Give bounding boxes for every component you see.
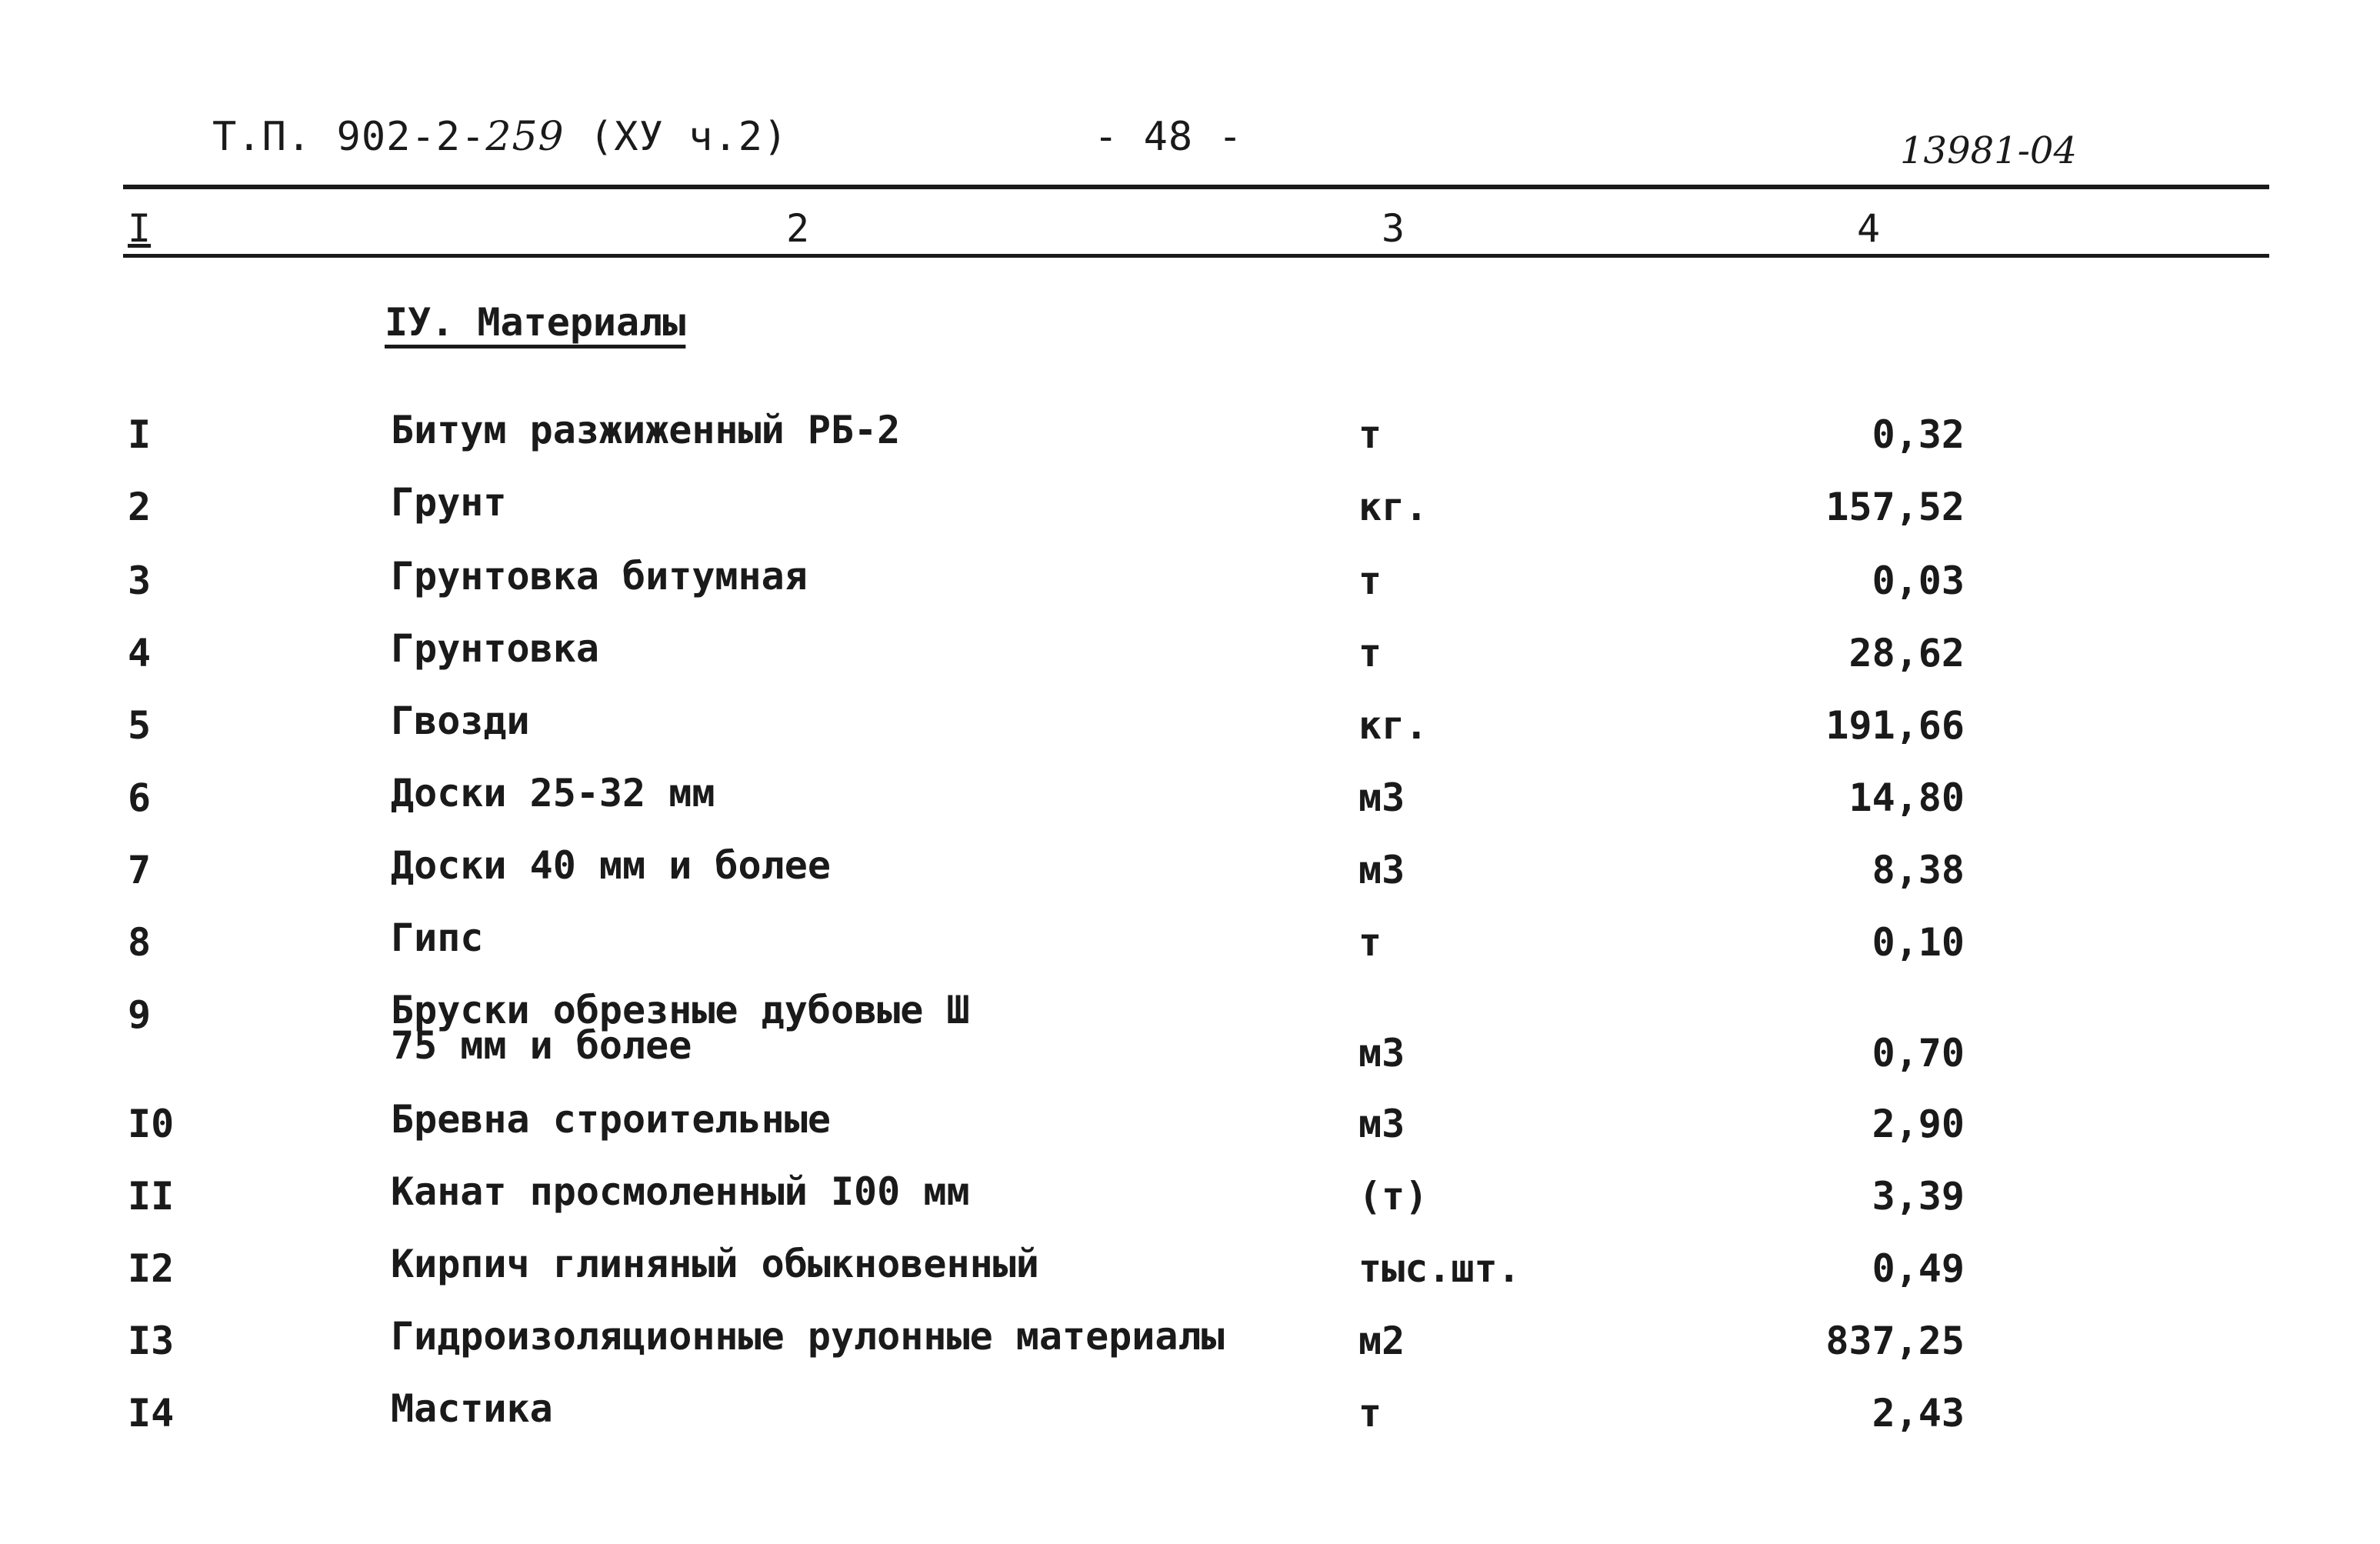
row-material: Гипс — [391, 915, 484, 960]
row-quantity: 191,66 — [1825, 703, 1965, 748]
row-unit: м2 — [1358, 1319, 1405, 1363]
row-quantity: 28,62 — [1848, 631, 1965, 675]
row-material: Грунтовка — [391, 626, 599, 671]
row-number: 3 — [128, 559, 152, 603]
table-row — [0, 1242, 2380, 1319]
row-number: I — [128, 412, 152, 457]
row-number: 6 — [128, 775, 152, 820]
document-code-handwritten: 259 — [485, 114, 565, 160]
row-number: 4 — [128, 631, 152, 675]
column-header-1: I — [128, 206, 152, 251]
row-unit: м3 — [1358, 848, 1405, 892]
table-row — [0, 1386, 2380, 1463]
row-number: 7 — [128, 848, 152, 892]
row-quantity: 2,43 — [1872, 1391, 1965, 1436]
row-material-line-2: 75 мм и более — [391, 1023, 692, 1068]
table-row — [0, 408, 2380, 485]
document-code — [212, 114, 788, 160]
reference-code: 13981-04 — [1900, 129, 2077, 172]
table-row — [0, 1097, 2380, 1174]
row-material: Канат просмоленный I00 мм — [391, 1169, 970, 1214]
row-material: Грунт — [391, 480, 507, 525]
row-number: 2 — [128, 485, 152, 529]
table-row — [0, 699, 2380, 775]
row-quantity: 2,90 — [1872, 1102, 1965, 1146]
row-material: Гидроизоляционные рулонные материалы — [391, 1314, 1225, 1359]
table-row — [0, 1314, 2380, 1391]
row-quantity: 0,10 — [1872, 920, 1965, 965]
row-number: I2 — [128, 1246, 175, 1291]
row-material: Грунтовка битумная — [391, 554, 808, 599]
page-number: - 48 - — [1094, 114, 1243, 160]
row-quantity: 837,25 — [1825, 1319, 1965, 1363]
table-row — [0, 1169, 2380, 1246]
row-material: Гвозди — [391, 699, 530, 743]
row-material: Битум разжиженный РБ-2 — [391, 408, 901, 452]
row-unit: т — [1358, 412, 1382, 457]
row-number: I0 — [128, 1102, 175, 1146]
row-number: 8 — [128, 920, 152, 965]
row-number: I4 — [128, 1391, 175, 1436]
header-rule-top — [123, 185, 2269, 189]
document-code-suffix: (ХУ ч.2) — [588, 114, 788, 160]
row-quantity: 3,39 — [1872, 1174, 1965, 1219]
row-unit: м3 — [1358, 775, 1405, 820]
column-header-2: 2 — [786, 206, 810, 251]
table-row — [0, 554, 2380, 631]
row-material: Кирпич глиняный обыкновенный — [391, 1242, 1039, 1286]
row-material-line-1: Бруски обрезные дубовые Ш — [391, 988, 970, 1032]
row-quantity: 157,52 — [1825, 485, 1965, 529]
column-header-4: 4 — [1857, 206, 1881, 251]
table-row — [0, 626, 2380, 703]
row-quantity: 8,38 — [1872, 848, 1965, 892]
row-quantity: 0,49 — [1872, 1246, 1965, 1291]
row-unit: м3 — [1358, 1102, 1405, 1146]
row-quantity: 0,70 — [1872, 1031, 1965, 1075]
row-unit: м3 — [1358, 1031, 1405, 1075]
row-material — [391, 988, 970, 1068]
row-material: Доски 25-32 мм — [391, 771, 715, 815]
header-rule-bottom — [123, 254, 2269, 258]
section-title: IУ. Материалы — [385, 300, 686, 345]
table-row — [0, 915, 2380, 992]
row-quantity: 0,03 — [1872, 559, 1965, 603]
row-number: I3 — [128, 1319, 175, 1363]
row-number: 5 — [128, 703, 152, 748]
row-quantity: 0,32 — [1872, 412, 1965, 457]
row-unit: т — [1358, 1391, 1382, 1436]
row-quantity: 14,80 — [1848, 775, 1965, 820]
row-unit: тыс.шт. — [1358, 1246, 1521, 1291]
row-number: II — [128, 1174, 175, 1219]
row-unit: кг. — [1358, 485, 1428, 529]
row-material: Мастика — [391, 1386, 553, 1431]
row-number: 9 — [128, 992, 152, 1037]
row-unit: т — [1358, 631, 1382, 675]
column-header-3: 3 — [1382, 206, 1405, 251]
row-unit: т — [1358, 559, 1382, 603]
row-material: Доски 40 мм и более — [391, 843, 831, 888]
table-row — [0, 988, 2380, 1085]
table-row — [0, 843, 2380, 920]
table-row — [0, 771, 2380, 848]
row-unit: т — [1358, 920, 1382, 965]
row-unit: (т) — [1358, 1174, 1428, 1219]
row-material: Бревна строительные — [391, 1097, 831, 1142]
document-code-prefix: Т.П. 902-2- — [212, 114, 486, 160]
row-unit: кг. — [1358, 703, 1428, 748]
table-row — [0, 480, 2380, 557]
